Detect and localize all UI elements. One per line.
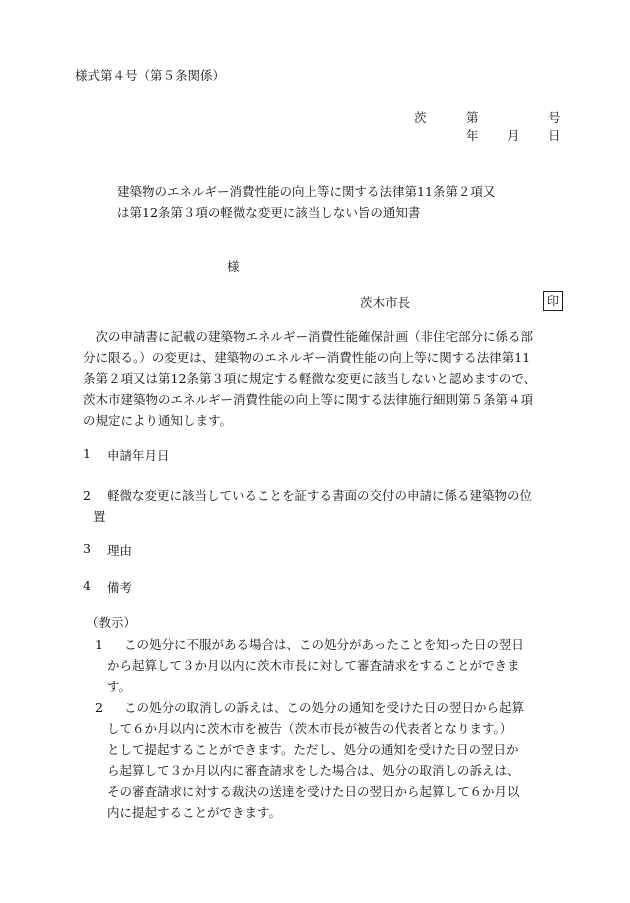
- item-label: 軽微な変更に該当していることを証する書面の交付の申請に係る建築物の位: [107, 488, 533, 503]
- body-line: 次の申請書に記載の建築物エネルギー消費性能確保計画（非住宅部分に係る部: [83, 329, 534, 344]
- body-line: 条第２項又は第12条第３項に規定する軽微な変更に該当しないと認めますので、: [83, 371, 537, 386]
- item-number: 1: [83, 446, 91, 461]
- notice-line: から起算して３か月以内に茨木市長に対して審査請求をすることができま: [107, 658, 520, 673]
- notice-line: して６か月以内に茨木市を被告（茨木市長が被告の代表者となります。）: [107, 721, 513, 736]
- notice-line: ら起算して３か月以内に審査請求をした場合は、処分の取消しの訴えは、: [107, 763, 520, 778]
- title-line-1: 建築物のエネルギー消費性能の向上等に関する法律第11条第２項又: [117, 184, 496, 199]
- notice-line: この処分の取消しの訴えは、この処分の通知を受けた日の翌日から起算: [124, 700, 525, 715]
- date-month: 月: [507, 128, 520, 143]
- seal-mark: 印: [543, 291, 563, 311]
- recipient-suffix: 様: [227, 259, 240, 274]
- body-line: の規定により通知します。: [83, 413, 233, 428]
- item-label: 備考: [107, 580, 133, 595]
- body-paragraph: [83, 326, 563, 431]
- form-number: 様式第４号（第５条関係）: [75, 68, 226, 83]
- reference-office: 茨: [414, 110, 427, 125]
- notice-line: として提起することができます。ただし、処分の通知を受けた日の翌日か: [107, 742, 519, 757]
- item-number: 3: [83, 541, 91, 556]
- item-number: 2: [83, 488, 91, 503]
- item-label: 申請年月日: [107, 448, 170, 463]
- notice-line: 内に提起することができます。: [107, 805, 282, 820]
- notice-line: この処分に不服がある場合は、この処分があったことを知った日の翌日: [124, 637, 524, 652]
- date-day: 日: [548, 128, 561, 143]
- item-label: 理由: [107, 543, 133, 558]
- issuer-name: 茨木市長: [360, 295, 411, 310]
- document-title: [117, 181, 495, 223]
- notice-heading: （教示）: [86, 615, 137, 630]
- notice-line: す。: [107, 679, 132, 694]
- title-line-2: は第12条第３項の軽微な変更に該当しない旨の通知書: [117, 205, 421, 220]
- notice-line: その審査請求に対する裁決の送達を受けた日の翌日から起算して６か月以: [107, 784, 520, 799]
- date-year: 年: [466, 128, 479, 143]
- notice-number: 1: [95, 637, 103, 652]
- reference-dai: 第: [466, 110, 479, 125]
- notice-number: 2: [95, 700, 103, 715]
- item-number: 4: [83, 578, 91, 593]
- body-line: 茨木市建築物のエネルギー消費性能の向上等に関する法律施行細則第５条第４項: [83, 392, 534, 407]
- reference-go: 号: [548, 110, 561, 125]
- body-line: 分に限る。）の変更は、建築物のエネルギー消費性能の向上等に関する法律第11: [83, 350, 531, 365]
- item-label-continued: 置: [93, 509, 106, 524]
